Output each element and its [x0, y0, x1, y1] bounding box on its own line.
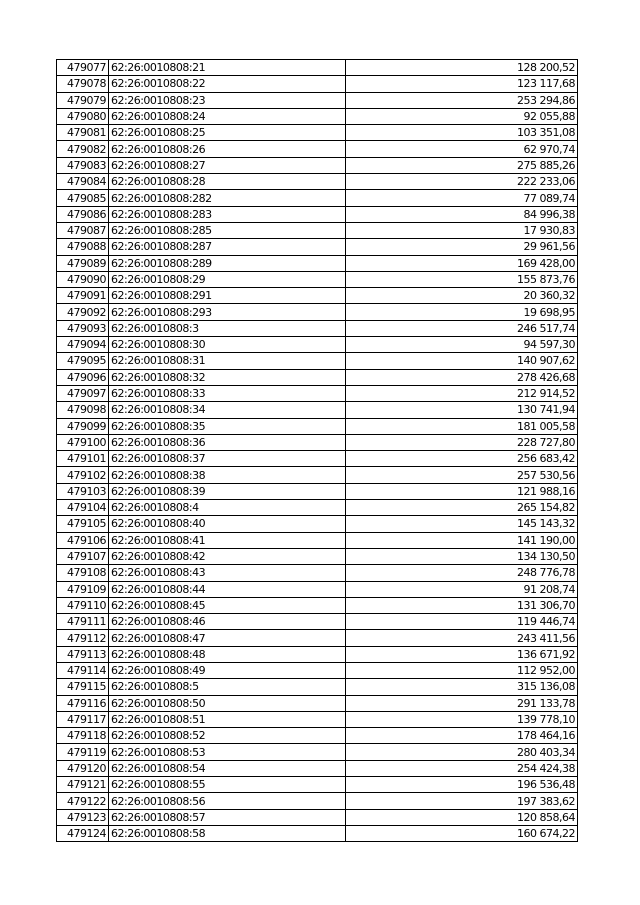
table-row: [57, 777, 578, 793]
cadastral-number-cell: 62:26:0010808:28: [109, 174, 346, 190]
cadastral-number-cell: 62:26:0010808:293: [109, 304, 346, 320]
cadastral-number-cell: 62:26:0010808:40: [109, 516, 346, 532]
row-number-cell: 479122: [57, 793, 109, 809]
value-cell: 121 988,16: [346, 483, 578, 499]
row-number-cell: 479106: [57, 532, 109, 548]
table-row: [57, 222, 578, 238]
value-cell: 92 055,88: [346, 108, 578, 124]
value-cell: 136 671,92: [346, 646, 578, 662]
table-row: [57, 760, 578, 776]
cadastral-number-cell: 62:26:0010808:23: [109, 92, 346, 108]
cadastral-number-cell: 62:26:0010808:47: [109, 630, 346, 646]
table-row: [57, 679, 578, 695]
row-number-cell: 479096: [57, 369, 109, 385]
cadastral-number-cell: 62:26:0010808:42: [109, 548, 346, 564]
row-number-cell: 479092: [57, 304, 109, 320]
cadastral-number-cell: 62:26:0010808:46: [109, 614, 346, 630]
value-cell: 62 970,74: [346, 141, 578, 157]
table-row: [57, 304, 578, 320]
table-row: [57, 467, 578, 483]
row-number-cell: 479114: [57, 662, 109, 678]
row-number-cell: 479079: [57, 92, 109, 108]
value-cell: 140 907,62: [346, 353, 578, 369]
value-cell: 141 190,00: [346, 532, 578, 548]
table-row: [57, 825, 578, 841]
cadastral-number-cell: 62:26:0010808:50: [109, 695, 346, 711]
table-row: [57, 206, 578, 222]
value-cell: 315 136,08: [346, 679, 578, 695]
cadastral-number-cell: 62:26:0010808:41: [109, 532, 346, 548]
table-row: [57, 402, 578, 418]
value-cell: 155 873,76: [346, 271, 578, 287]
value-cell: 254 424,38: [346, 760, 578, 776]
row-number-cell: 479080: [57, 108, 109, 124]
row-number-cell: 479109: [57, 581, 109, 597]
cadastral-number-cell: 62:26:0010808:5: [109, 679, 346, 695]
row-number-cell: 479119: [57, 744, 109, 760]
table-row: [57, 483, 578, 499]
value-cell: 128 200,52: [346, 60, 578, 76]
cadastral-number-cell: 62:26:0010808:285: [109, 222, 346, 238]
row-number-cell: 479117: [57, 711, 109, 727]
cadastral-number-cell: 62:26:0010808:34: [109, 402, 346, 418]
row-number-cell: 479123: [57, 809, 109, 825]
table-row: [57, 532, 578, 548]
cadastral-number-cell: 62:26:0010808:37: [109, 451, 346, 467]
table-row: [57, 646, 578, 662]
row-number-cell: 479083: [57, 157, 109, 173]
value-cell: 197 383,62: [346, 793, 578, 809]
value-cell: 212 914,52: [346, 385, 578, 401]
table-row: [57, 190, 578, 206]
row-number-cell: 479105: [57, 516, 109, 532]
cadastral-number-cell: 62:26:0010808:31: [109, 353, 346, 369]
table-row: [57, 76, 578, 92]
cadastral-number-cell: 62:26:0010808:4: [109, 500, 346, 516]
table-row: [57, 108, 578, 124]
cadastral-number-cell: 62:26:0010808:33: [109, 385, 346, 401]
row-number-cell: 479124: [57, 825, 109, 841]
cadastral-number-cell: 62:26:0010808:44: [109, 581, 346, 597]
value-cell: 280 403,34: [346, 744, 578, 760]
table-row: [57, 728, 578, 744]
value-cell: 275 885,26: [346, 157, 578, 173]
row-number-cell: 479088: [57, 239, 109, 255]
value-cell: 291 133,78: [346, 695, 578, 711]
cadastral-number-cell: 62:26:0010808:22: [109, 76, 346, 92]
value-cell: 84 996,38: [346, 206, 578, 222]
value-cell: 145 143,32: [346, 516, 578, 532]
cadastral-number-cell: 62:26:0010808:25: [109, 125, 346, 141]
table-row: [57, 451, 578, 467]
table-row: [57, 369, 578, 385]
table-row: [57, 418, 578, 434]
table-row: [57, 174, 578, 190]
row-number-cell: 479087: [57, 222, 109, 238]
row-number-cell: 479086: [57, 206, 109, 222]
value-cell: 178 464,16: [346, 728, 578, 744]
cadastral-number-cell: 62:26:0010808:35: [109, 418, 346, 434]
value-cell: 196 536,48: [346, 777, 578, 793]
row-number-cell: 479098: [57, 402, 109, 418]
row-number-cell: 479084: [57, 174, 109, 190]
cadastral-number-cell: 62:26:0010808:45: [109, 597, 346, 613]
cadastral-number-cell: 62:26:0010808:3: [109, 320, 346, 336]
row-number-cell: 479097: [57, 385, 109, 401]
cadastral-number-cell: 62:26:0010808:24: [109, 108, 346, 124]
table-row: [57, 597, 578, 613]
table-row: [57, 320, 578, 336]
value-cell: 222 233,06: [346, 174, 578, 190]
row-number-cell: 479103: [57, 483, 109, 499]
cadastral-number-cell: 62:26:0010808:29: [109, 271, 346, 287]
row-number-cell: 479120: [57, 760, 109, 776]
table-row: [57, 271, 578, 287]
row-number-cell: 479094: [57, 337, 109, 353]
cadastral-number-cell: 62:26:0010808:289: [109, 255, 346, 271]
value-cell: 265 154,82: [346, 500, 578, 516]
cadastral-number-cell: 62:26:0010808:287: [109, 239, 346, 255]
table-row: [57, 711, 578, 727]
cadastral-value-table: [56, 59, 578, 842]
table-row: [57, 255, 578, 271]
value-cell: 160 674,22: [346, 825, 578, 841]
row-number-cell: 479095: [57, 353, 109, 369]
table-row: [57, 744, 578, 760]
row-number-cell: 479093: [57, 320, 109, 336]
value-cell: 139 778,10: [346, 711, 578, 727]
row-number-cell: 479115: [57, 679, 109, 695]
row-number-cell: 479107: [57, 548, 109, 564]
table-row: [57, 157, 578, 173]
row-number-cell: 479085: [57, 190, 109, 206]
value-cell: 278 426,68: [346, 369, 578, 385]
row-number-cell: 479116: [57, 695, 109, 711]
row-number-cell: 479112: [57, 630, 109, 646]
cadastral-number-cell: 62:26:0010808:26: [109, 141, 346, 157]
cadastral-number-cell: 62:26:0010808:30: [109, 337, 346, 353]
value-cell: 248 776,78: [346, 565, 578, 581]
table-row: [57, 353, 578, 369]
table-row: [57, 92, 578, 108]
value-cell: 246 517,74: [346, 320, 578, 336]
table-row: [57, 141, 578, 157]
table-row: [57, 516, 578, 532]
cadastral-number-cell: 62:26:0010808:52: [109, 728, 346, 744]
row-number-cell: 479102: [57, 467, 109, 483]
row-number-cell: 479099: [57, 418, 109, 434]
value-cell: 91 208,74: [346, 581, 578, 597]
value-cell: 181 005,58: [346, 418, 578, 434]
cadastral-number-cell: 62:26:0010808:36: [109, 434, 346, 450]
value-cell: 257 530,56: [346, 467, 578, 483]
cadastral-number-cell: 62:26:0010808:49: [109, 662, 346, 678]
value-cell: 120 858,64: [346, 809, 578, 825]
row-number-cell: 479078: [57, 76, 109, 92]
cadastral-number-cell: 62:26:0010808:53: [109, 744, 346, 760]
row-number-cell: 479121: [57, 777, 109, 793]
table-row: [57, 385, 578, 401]
value-cell: 119 446,74: [346, 614, 578, 630]
table-row: [57, 337, 578, 353]
row-number-cell: 479113: [57, 646, 109, 662]
value-cell: 123 117,68: [346, 76, 578, 92]
table-row: [57, 695, 578, 711]
row-number-cell: 479090: [57, 271, 109, 287]
table-row: [57, 662, 578, 678]
cadastral-number-cell: 62:26:0010808:56: [109, 793, 346, 809]
table-row: [57, 125, 578, 141]
cadastral-number-cell: 62:26:0010808:51: [109, 711, 346, 727]
row-number-cell: 479100: [57, 434, 109, 450]
value-cell: 17 930,83: [346, 222, 578, 238]
table-row: [57, 548, 578, 564]
value-cell: 19 698,95: [346, 304, 578, 320]
cadastral-number-cell: 62:26:0010808:43: [109, 565, 346, 581]
table-row: [57, 239, 578, 255]
cadastral-number-cell: 62:26:0010808:39: [109, 483, 346, 499]
row-number-cell: 479108: [57, 565, 109, 581]
row-number-cell: 479081: [57, 125, 109, 141]
value-cell: 103 351,08: [346, 125, 578, 141]
table-row: [57, 434, 578, 450]
row-number-cell: 479089: [57, 255, 109, 271]
cadastral-number-cell: 62:26:0010808:291: [109, 288, 346, 304]
table-row: [57, 500, 578, 516]
cadastral-number-cell: 62:26:0010808:38: [109, 467, 346, 483]
row-number-cell: 479118: [57, 728, 109, 744]
cadastral-number-cell: 62:26:0010808:283: [109, 206, 346, 222]
table-row: [57, 288, 578, 304]
table-row: [57, 793, 578, 809]
table-row: [57, 581, 578, 597]
cadastral-number-cell: 62:26:0010808:55: [109, 777, 346, 793]
table-row: [57, 565, 578, 581]
cadastral-number-cell: 62:26:0010808:57: [109, 809, 346, 825]
cadastral-number-cell: 62:26:0010808:282: [109, 190, 346, 206]
cadastral-number-cell: 62:26:0010808:48: [109, 646, 346, 662]
row-number-cell: 479082: [57, 141, 109, 157]
row-number-cell: 479077: [57, 60, 109, 76]
value-cell: 29 961,56: [346, 239, 578, 255]
table-body: [57, 60, 578, 842]
table-row: [57, 809, 578, 825]
row-number-cell: 479111: [57, 614, 109, 630]
row-number-cell: 479104: [57, 500, 109, 516]
table-row: [57, 60, 578, 76]
value-cell: 131 306,70: [346, 597, 578, 613]
value-cell: 77 089,74: [346, 190, 578, 206]
value-cell: 256 683,42: [346, 451, 578, 467]
row-number-cell: 479110: [57, 597, 109, 613]
table-row: [57, 630, 578, 646]
value-cell: 20 360,32: [346, 288, 578, 304]
value-cell: 228 727,80: [346, 434, 578, 450]
row-number-cell: 479101: [57, 451, 109, 467]
value-cell: 112 952,00: [346, 662, 578, 678]
value-cell: 134 130,50: [346, 548, 578, 564]
cadastral-number-cell: 62:26:0010808:27: [109, 157, 346, 173]
row-number-cell: 479091: [57, 288, 109, 304]
value-cell: 169 428,00: [346, 255, 578, 271]
cadastral-number-cell: 62:26:0010808:21: [109, 60, 346, 76]
value-cell: 253 294,86: [346, 92, 578, 108]
cadastral-number-cell: 62:26:0010808:54: [109, 760, 346, 776]
cadastral-number-cell: 62:26:0010808:32: [109, 369, 346, 385]
value-cell: 130 741,94: [346, 402, 578, 418]
table-row: [57, 614, 578, 630]
cadastral-number-cell: 62:26:0010808:58: [109, 825, 346, 841]
value-cell: 243 411,56: [346, 630, 578, 646]
value-cell: 94 597,30: [346, 337, 578, 353]
